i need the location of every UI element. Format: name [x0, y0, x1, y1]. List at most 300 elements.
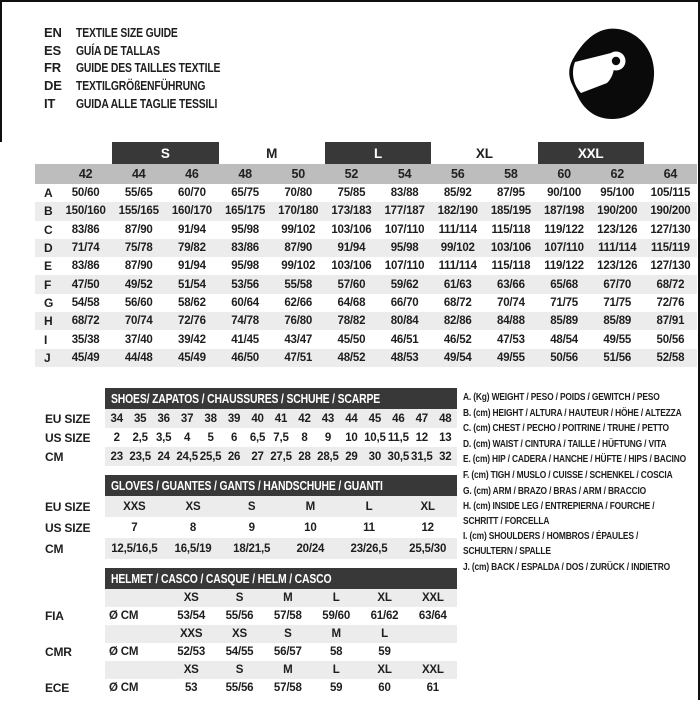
value-cell: 6 — [230, 431, 238, 444]
measurement-cell: 91/94 — [178, 260, 206, 273]
value-cell: 59 — [378, 646, 391, 658]
row-letter: D — [44, 241, 53, 256]
measurement-cell: 51/56 — [603, 351, 632, 364]
measurement-cell: 65/75 — [231, 187, 259, 200]
measurement-cell: 49/52 — [124, 278, 153, 291]
measurement-cell: 177/187 — [384, 205, 425, 218]
measurement-cell: 41/45 — [231, 333, 259, 346]
row-letter: I — [44, 332, 48, 347]
size-cell: XXL — [421, 592, 444, 604]
value-cell: 24,5 — [176, 450, 198, 463]
language-label: GUIDA ALLE TAGLIE TESSILI — [76, 95, 218, 111]
standard-label: ECE — [45, 681, 70, 695]
value-cell: 9 — [248, 521, 255, 534]
size-header-cells — [105, 625, 457, 643]
measurement-cell: 90/100 — [547, 187, 582, 200]
legend-entry — [463, 452, 697, 467]
measurement-cell: 107/110 — [384, 223, 425, 236]
row-label: US SIZE — [45, 520, 91, 535]
row-label: CM — [45, 541, 64, 556]
value-cells — [105, 607, 457, 625]
value-cell: 52/53 — [177, 646, 206, 658]
empty-cell — [105, 661, 167, 679]
measurement-cell: 48/54 — [550, 333, 578, 346]
measurement-row — [35, 330, 697, 348]
language-code: EN — [44, 25, 62, 41]
row-values — [105, 538, 457, 559]
helmet-size-row — [35, 625, 457, 643]
gloves-row — [35, 517, 457, 538]
legend-line: G. (cm) ARM / BRAZO / BRAS / ARM / BRACCIO — [463, 484, 647, 497]
measurement-cell: 111/114 — [438, 223, 477, 236]
value-cell: 61 — [426, 682, 440, 694]
main-size-group-row — [35, 142, 697, 164]
measurement-cell: 68/72 — [443, 296, 472, 309]
size-cell: XL — [377, 664, 392, 676]
gloves-table-header — [105, 475, 457, 496]
value-cell: 2,5 — [132, 431, 148, 444]
value-cell: 37 — [180, 412, 194, 425]
measurement-row — [35, 294, 697, 312]
textile-size-table — [35, 142, 697, 367]
value-cell: 16,5/19 — [174, 542, 212, 555]
shoes-table — [35, 388, 457, 466]
value-cell: 23 — [110, 450, 123, 463]
language-row — [44, 94, 256, 112]
main-size-number-row — [35, 164, 697, 184]
value-cell: 41 — [274, 412, 288, 425]
measurement-cell: 75/78 — [124, 242, 153, 255]
helmet-value-row — [35, 643, 457, 661]
measurement-row — [35, 312, 697, 330]
value-cell: 10 — [345, 431, 358, 444]
size-column-header: 46 — [185, 167, 199, 181]
measurement-row — [35, 275, 697, 293]
row-letter: J — [44, 350, 51, 365]
value-cell: 9 — [324, 431, 332, 444]
row-label: US SIZE — [45, 430, 91, 445]
measurement-cell: 95/98 — [231, 223, 259, 236]
size-cell: XXL — [421, 664, 444, 676]
value-cell: 59/60 — [322, 610, 351, 622]
row-letter: F — [44, 277, 52, 292]
measurement-cell: 99/102 — [281, 223, 316, 236]
measurement-row — [35, 221, 697, 239]
measurement-cell: 127/130 — [650, 260, 691, 273]
helmet-value-row — [35, 607, 457, 625]
spacer-cell — [35, 625, 105, 643]
measurement-cell: 48/52 — [337, 351, 366, 364]
shoes-title: SHOES/ ZAPATOS / CHAUSSURES / SCHUHE / SCARPE — [111, 391, 381, 406]
legend-entry — [463, 421, 697, 436]
value-cell: 47 — [415, 412, 428, 425]
measurement-cell: 87/90 — [124, 260, 153, 273]
value-cell: 54/55 — [225, 646, 254, 658]
language-label: GUIDE DES TAILLES TEXTILE — [76, 60, 221, 76]
size-cell: M — [331, 628, 341, 640]
measurement-cell: 37/40 — [124, 333, 153, 346]
value-cell: 39 — [227, 412, 241, 425]
value-cell: 23/26,5 — [350, 542, 388, 555]
value-cell: 55/56 — [225, 682, 254, 694]
size-cell: M — [283, 592, 293, 604]
size-header-cells — [105, 589, 457, 607]
measurement-cell: 95/98 — [390, 242, 419, 255]
shoes-row — [35, 428, 457, 447]
value-cell: 18/21,5 — [233, 542, 271, 555]
value-cell: 31,5 — [411, 450, 433, 463]
accessory-tables — [35, 388, 457, 706]
value-cell: XL — [420, 500, 435, 513]
measurement-cell: 59/62 — [390, 278, 419, 291]
shoes-header-row — [35, 388, 457, 409]
row-letter: C — [44, 222, 53, 237]
measurement-cell: 43/47 — [284, 333, 313, 346]
legend-line: A. (Kg) WEIGHT / PESO / POIDS / GEWITCH / PESO — [463, 391, 660, 403]
measurement-cell: 67/70 — [603, 278, 632, 291]
measurement-row — [35, 257, 697, 275]
size-cell: L — [332, 592, 340, 604]
value-cell: 24 — [157, 450, 170, 463]
measurement-row — [35, 349, 697, 367]
measurement-cell: 71/74 — [71, 242, 100, 255]
measurement-cell: 85/89 — [603, 315, 632, 328]
value-cell: 30,5 — [387, 450, 410, 463]
legend-line: SCHULTERN / SPALLE — [463, 544, 551, 557]
helmet-size-row — [35, 589, 457, 607]
value-cell: 42 — [298, 412, 311, 425]
size-column-header: 44 — [131, 167, 146, 181]
measurement-cell: 119/122 — [544, 260, 584, 273]
shoes-row — [35, 447, 457, 466]
value-cells — [105, 643, 457, 661]
measurement-cell: 160/170 — [171, 205, 212, 218]
value-cell: 59 — [329, 682, 343, 694]
helmet-title: HELMET / CASCO / CASQUE / HELM / CASCO — [111, 571, 332, 586]
measurement-cell: 63/66 — [497, 278, 525, 291]
bottom-section — [35, 388, 697, 706]
size-group-l: L — [325, 142, 431, 164]
measurement-cell: 103/106 — [490, 242, 531, 255]
legend-line: D. (cm) WAIST / CINTURA / TAILLE / HÜFTUNG / VITA — [463, 437, 667, 450]
measurement-cell: 61/63 — [443, 278, 472, 291]
value-cell: 58 — [329, 646, 343, 658]
measurement-cell: 105/115 — [650, 187, 691, 200]
measurement-cell: 165/175 — [224, 205, 266, 218]
racing-helmet-icon — [560, 20, 660, 128]
measurement-cell: 51/54 — [178, 278, 206, 291]
value-cell: 61/62 — [370, 610, 399, 622]
language-row — [44, 59, 256, 77]
language-code: DE — [44, 78, 62, 94]
measurement-cell: 72/76 — [656, 296, 685, 309]
value-cell: 28,5 — [317, 450, 339, 463]
helmet-header-row — [35, 568, 457, 589]
measurement-cell: 107/110 — [384, 260, 425, 273]
legend-entry — [463, 484, 697, 499]
measurement-cell: 78/82 — [337, 315, 366, 328]
legend-line: J. (cm) BACK / ESPALDA / DOS / ZURÜCK / INDIETRO — [463, 560, 670, 573]
value-cell: 48 — [439, 412, 452, 425]
value-cell: 29 — [345, 450, 358, 463]
measurement-cell: 115/119 — [650, 242, 690, 255]
measurement-cell: 83/86 — [71, 223, 100, 236]
measurement-cell: 44/48 — [124, 351, 153, 364]
standard-label: FIA — [45, 609, 64, 623]
measurement-cell: 58/62 — [178, 296, 206, 309]
gloves-table — [35, 475, 457, 559]
language-row — [44, 77, 256, 95]
measurement-cell: 115/118 — [491, 223, 531, 236]
measurement-cell: 91/94 — [178, 223, 206, 236]
value-cell: 57/58 — [273, 682, 302, 694]
measurement-cell: 87/90 — [284, 242, 313, 255]
measurement-cell: 64/68 — [337, 296, 366, 309]
value-cell: 6,5 — [249, 431, 266, 444]
value-cell: 45 — [368, 412, 382, 425]
measurement-cell: 62/66 — [284, 296, 313, 309]
measurement-cell: 83/88 — [390, 187, 419, 200]
legend-line: SCHRITT / FORCELLA — [463, 514, 550, 527]
measurement-cell: 80/84 — [390, 315, 419, 328]
measurement-cell: 50/60 — [71, 187, 100, 200]
value-cell: 11 — [363, 521, 375, 534]
measurement-cell: 170/180 — [278, 205, 319, 218]
value-cell: 25,5 — [199, 450, 222, 463]
value-cell: XS — [185, 500, 201, 513]
size-group-m: M — [266, 145, 278, 161]
measurement-cell: 91/94 — [337, 242, 366, 255]
value-cell: 25,5/30 — [409, 542, 447, 555]
measurement-cell: 123/126 — [597, 260, 638, 273]
size-column-header: 48 — [238, 167, 252, 181]
size-cell: XS — [183, 664, 199, 676]
diameter-unit: Ø CM — [109, 646, 139, 658]
measurement-cell: 50/56 — [550, 351, 578, 364]
measurement-cell: 123/126 — [597, 223, 638, 236]
legend-line: C. (cm) CHEST / PECHO / POITRINE / TRUHE / PETTO — [463, 422, 669, 435]
value-cell: 53 — [184, 682, 198, 694]
row-values — [105, 517, 457, 538]
helmet-table — [35, 568, 457, 697]
shoes-row — [35, 409, 457, 428]
legend-entry — [463, 560, 697, 575]
measurement-cell: 74/78 — [231, 315, 259, 328]
measurement-cell: 155/165 — [118, 205, 159, 218]
measurement-cell: 45/49 — [178, 351, 206, 364]
measurement-cell: 87/95 — [497, 187, 525, 200]
measurement-cell: 68/72 — [656, 278, 685, 291]
value-cell: 7,5 — [273, 431, 289, 444]
row-letter: B — [44, 204, 53, 219]
row-label: EU SIZE — [45, 411, 91, 426]
measurement-cell: 103/106 — [331, 260, 372, 273]
value-cell: 53/54 — [177, 610, 206, 622]
measurement-cell: 111/114 — [598, 242, 637, 255]
row-letter: G — [44, 295, 54, 310]
measurement-cell: 111/114 — [438, 260, 477, 273]
language-code: FR — [44, 60, 61, 76]
measurement-cell: 187/198 — [543, 205, 585, 218]
measurement-cell: 49/55 — [603, 333, 632, 346]
legend-entry — [463, 437, 697, 452]
language-list — [44, 24, 256, 112]
measurement-cell: 71/75 — [550, 296, 578, 309]
measurement-cell: 70/74 — [497, 296, 525, 309]
measurement-cell: 46/51 — [390, 333, 419, 346]
value-cell: 20/24 — [296, 542, 325, 555]
value-cell: 63/64 — [418, 610, 447, 622]
value-cell: 11,5 — [387, 431, 409, 444]
measurement-cell: 45/49 — [71, 351, 100, 364]
value-cell: 7 — [131, 521, 138, 534]
measurement-cell: 76/80 — [284, 315, 313, 328]
measurement-cell: 119/122 — [544, 223, 584, 236]
size-cell: L — [332, 664, 340, 676]
gloves-row — [35, 538, 457, 559]
value-cell: 44 — [345, 412, 358, 425]
size-cell: XS — [232, 628, 247, 640]
value-cell: M — [305, 500, 316, 513]
row-values — [105, 496, 457, 517]
value-cell: 12,5/16,5 — [111, 542, 158, 555]
size-cell: S — [235, 664, 244, 676]
measurement-cell: 47/50 — [71, 278, 100, 291]
helmet-table-rows — [35, 589, 457, 697]
measurement-cell: 115/118 — [491, 260, 531, 273]
frame-border-top — [0, 0, 700, 2]
main-table-rows — [35, 184, 697, 367]
size-column-header: 64 — [663, 167, 678, 181]
shoes-table-header — [105, 388, 457, 409]
legend-line: F. (cm) TIGH / MUSLO / CUISSE / SCHENKEL / COSCIA — [463, 468, 673, 481]
value-cell: 5 — [207, 431, 214, 444]
value-cell: 27,5 — [270, 450, 292, 463]
size-column-header: 50 — [291, 167, 305, 181]
measurement-cell: 54/58 — [71, 296, 100, 309]
value-cell: 34 — [110, 412, 123, 425]
measurement-cell: 185/195 — [490, 205, 531, 218]
measurement-cell: 46/50 — [231, 351, 259, 364]
legend-line: E. (cm) HIP / CADERA / HANCHE / HÜFTE / HIPS / BACINO — [463, 453, 687, 466]
measurement-cell: 56/60 — [124, 296, 153, 309]
measurement-row — [35, 202, 697, 220]
measurement-cell: 48/53 — [390, 351, 419, 364]
row-letter: A — [44, 186, 53, 201]
measurement-cell: 79/82 — [178, 242, 206, 255]
size-cell: M — [283, 664, 293, 676]
measurement-cell: 99/102 — [281, 260, 316, 273]
legend-entry — [463, 406, 697, 421]
value-cell: S — [247, 500, 256, 513]
measurement-cell: 83/86 — [231, 242, 259, 255]
row-values — [105, 428, 457, 447]
measurement-cell: 71/75 — [603, 296, 632, 309]
size-cell: L — [381, 628, 388, 640]
value-cell: 30 — [368, 450, 382, 463]
empty-cell — [105, 625, 167, 643]
frame-border-left — [0, 0, 2, 142]
size-column-header: 62 — [610, 167, 624, 181]
measurement-cell: 49/55 — [497, 351, 525, 364]
row-letter: H — [44, 314, 53, 329]
language-code: ES — [44, 42, 61, 58]
measurement-cell: 35/38 — [71, 333, 100, 346]
row-values — [105, 447, 457, 466]
measurement-cell: 39/42 — [178, 333, 206, 346]
measurement-cell: 107/110 — [544, 242, 584, 255]
value-cell: L — [365, 500, 373, 513]
size-group-s: S — [112, 142, 218, 164]
value-cell: 13 — [439, 431, 452, 444]
legend-line: H. (cm) INSIDE LEG / ENTREPIERNA / FOURCHE / — [463, 500, 655, 513]
size-cell: XS — [183, 592, 199, 604]
measurement-cell: 85/92 — [443, 187, 472, 200]
value-cell: 4 — [184, 431, 191, 444]
measurement-cell: 70/74 — [124, 315, 153, 328]
size-header-cells — [105, 661, 457, 679]
language-label: TEXTILE SIZE GUIDE — [76, 25, 178, 41]
value-cell: 35 — [133, 412, 147, 425]
value-cell: 57/58 — [273, 610, 302, 622]
legend-entry — [463, 390, 697, 405]
measurement-legend — [463, 388, 697, 706]
helmet-size-row — [35, 661, 457, 679]
size-cell: XXS — [179, 628, 203, 640]
language-row — [44, 42, 256, 60]
value-cell: 10 — [304, 521, 317, 534]
measurement-cell: 50/56 — [656, 333, 685, 346]
value-cell — [409, 643, 457, 661]
value-cell: 32 — [439, 450, 452, 463]
measurement-cell: 84/88 — [497, 315, 525, 328]
value-cell: 56/57 — [273, 646, 302, 658]
value-cell: 8 — [301, 431, 308, 444]
language-code: IT — [44, 95, 56, 111]
spacer-cell — [35, 589, 105, 607]
value-cell: 38 — [204, 412, 217, 425]
diameter-unit: Ø CM — [109, 682, 139, 694]
value-cell: 27 — [251, 450, 264, 463]
gloves-row — [35, 496, 457, 517]
value-cell: 3,5 — [155, 431, 172, 444]
measurement-cell: 49/54 — [443, 351, 472, 364]
corner-cell — [35, 164, 59, 184]
row-label: CM — [45, 449, 64, 464]
spacer-cell — [35, 388, 105, 409]
measurement-cell: 60/64 — [231, 296, 259, 309]
measurement-cell: 45/50 — [337, 333, 366, 346]
measurement-row — [35, 239, 697, 257]
value-cell: 8 — [189, 521, 197, 534]
measurement-cell: 85/89 — [550, 315, 578, 328]
legend-line: B. (cm) HEIGHT / ALTURA / HAUTEUR / HÖHE / ALTEZZA — [463, 406, 682, 419]
legend-entry — [463, 468, 697, 483]
size-cell — [409, 625, 457, 643]
standard-label: CMR — [45, 645, 72, 659]
row-label: EU SIZE — [45, 499, 91, 514]
measurement-cell: 182/190 — [437, 205, 478, 218]
value-cell: 12 — [421, 521, 434, 534]
measurement-cell: 173/183 — [331, 205, 372, 218]
size-cell: S — [284, 628, 292, 640]
measurement-cell: 68/72 — [71, 315, 100, 328]
empty-cell — [105, 589, 167, 607]
size-column-header: 42 — [78, 167, 93, 181]
measurement-cell: 47/51 — [284, 351, 313, 364]
measurement-cell: 46/52 — [443, 333, 472, 346]
measurement-cell: 82/86 — [443, 315, 472, 328]
